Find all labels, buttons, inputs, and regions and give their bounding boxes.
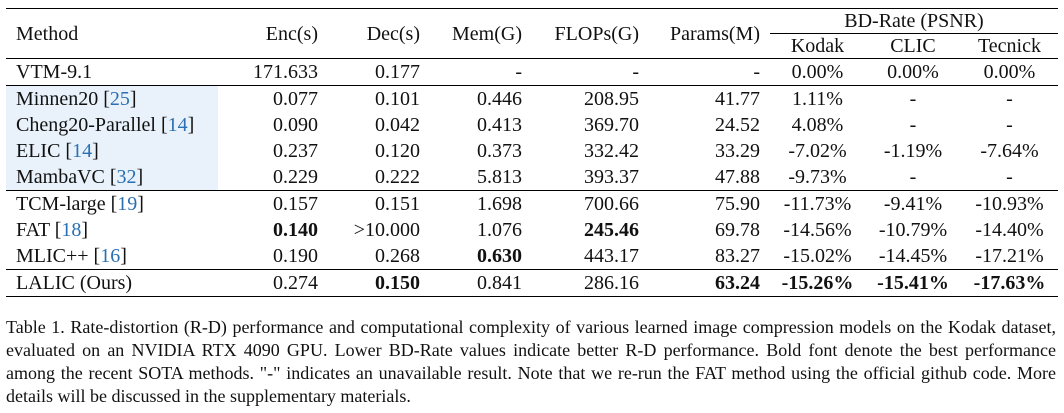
dec-cell: 0.120 xyxy=(375,140,420,162)
enc-cell: 0.274 xyxy=(273,272,318,294)
mem-cell: 0.413 xyxy=(477,114,522,136)
enc-cell: 0.157 xyxy=(273,193,318,215)
clic-cell: - xyxy=(909,88,917,110)
results-table xyxy=(6,8,1058,297)
clic-cell: -14.45% xyxy=(878,245,948,267)
flops-cell: 208.95 xyxy=(584,88,639,110)
kodak-cell: 1.11% xyxy=(792,88,843,110)
header-kodak: Kodak xyxy=(790,35,845,57)
dec-cell: 0.042 xyxy=(375,114,420,136)
flops-cell: - xyxy=(632,61,639,83)
table-row xyxy=(6,138,1058,164)
flops-cell: 700.66 xyxy=(584,193,639,215)
method-cell: Cheng20-Parallel [14] xyxy=(6,112,218,138)
kodak-cell: -7.02% xyxy=(788,140,847,162)
method-cell: ELIC [14] xyxy=(6,138,218,164)
params-cell: 47.88 xyxy=(715,166,760,188)
kodak-cell: -9.73% xyxy=(788,166,847,188)
params-cell: 33.29 xyxy=(715,140,760,162)
method-cell: MambaVC [32] xyxy=(6,164,218,191)
method-name: Cheng20-Parallel [ xyxy=(16,114,168,136)
enc-cell: 0.237 xyxy=(273,140,318,162)
method-name: MLIC++ [ xyxy=(16,245,101,267)
table-row xyxy=(6,270,1058,297)
dec-cell: 0.268 xyxy=(375,245,420,267)
clic-cell: - xyxy=(909,114,917,136)
tecnick-cell: -14.40% xyxy=(975,219,1044,241)
header-dec: Dec(s) xyxy=(328,9,430,59)
method-cell: TCM-large [19] xyxy=(16,193,144,215)
clic-cell: -10.79% xyxy=(878,219,948,241)
flops-cell: 286.16 xyxy=(584,272,639,294)
method-name: VTM-9.1 xyxy=(16,61,93,83)
table-row xyxy=(6,59,1058,86)
dec-cell: 0.101 xyxy=(375,88,420,110)
enc-cell: 0.077 xyxy=(273,88,318,110)
method-cell: FAT [18] xyxy=(16,219,89,241)
params-cell: - xyxy=(753,61,760,83)
dec-cell: 0.222 xyxy=(375,166,420,188)
clic-cell: -9.41% xyxy=(883,193,943,215)
results-table-container xyxy=(6,8,1058,297)
method-name: ELIC [ xyxy=(16,140,73,162)
params-cell: 69.78 xyxy=(715,219,760,241)
citation-link[interactable]: 14 xyxy=(72,140,93,162)
kodak-cell: -15.02% xyxy=(783,245,852,267)
method-name: MambaVC [ xyxy=(16,166,117,188)
method-name: LALIC (Ours) xyxy=(16,272,133,294)
citation-link[interactable]: 18 xyxy=(61,219,82,241)
clic-cell: -1.19% xyxy=(883,140,943,162)
dec-cell: 0.177 xyxy=(375,61,420,83)
clic-cell: 0.00% xyxy=(887,61,939,83)
results-table-body xyxy=(6,59,1058,297)
enc-cell: 0.090 xyxy=(273,114,318,136)
table-row xyxy=(6,164,1058,191)
tecnick-cell: - xyxy=(1006,166,1013,188)
clic-cell: - xyxy=(909,166,917,188)
header-method: Method xyxy=(6,9,218,59)
params-cell: 75.90 xyxy=(715,193,760,215)
header-params: Params(M) xyxy=(649,9,770,59)
params-cell: 63.24 xyxy=(715,272,760,294)
dec-cell: 0.150 xyxy=(375,272,420,294)
header-tecnick: Tecnick xyxy=(977,35,1041,57)
method-cell xyxy=(6,270,218,297)
flops-cell: 393.37 xyxy=(584,166,639,188)
enc-cell: 0.229 xyxy=(273,166,318,188)
method-cell: Minnen20 [25] xyxy=(6,86,218,113)
enc-cell: 171.633 xyxy=(253,61,318,83)
kodak-cell: -14.56% xyxy=(783,219,852,241)
table-row xyxy=(6,191,1058,218)
citation-link[interactable]: 16 xyxy=(100,245,121,267)
mem-cell: 0.373 xyxy=(477,140,522,162)
citation-link[interactable]: 19 xyxy=(117,193,138,215)
mem-cell: 0.446 xyxy=(477,88,522,110)
header-mem: Mem(G) xyxy=(430,9,532,59)
enc-cell: 0.140 xyxy=(273,219,318,241)
flops-cell: 245.46 xyxy=(584,219,639,241)
tecnick-cell: -7.64% xyxy=(980,140,1039,162)
table-row xyxy=(6,217,1058,243)
params-cell: 41.77 xyxy=(715,88,760,110)
table-row xyxy=(6,86,1058,113)
method-name: FAT [ xyxy=(16,219,62,241)
dec-cell: 0.151 xyxy=(375,193,420,215)
table-row xyxy=(6,112,1058,138)
table-row xyxy=(6,243,1058,270)
header-clic: CLIC xyxy=(890,35,936,57)
flops-cell: 332.42 xyxy=(584,140,639,162)
mem-cell: 0.630 xyxy=(477,245,522,267)
enc-cell: 0.190 xyxy=(273,245,318,267)
tecnick-cell: - xyxy=(1006,88,1013,110)
header-enc: Enc(s) xyxy=(218,9,328,59)
method-cell xyxy=(6,59,218,86)
params-cell: 83.27 xyxy=(715,245,760,267)
method-name: TCM-large [ xyxy=(16,193,118,215)
citation-link[interactable]: 14 xyxy=(167,114,188,136)
tecnick-cell: 0.00% xyxy=(983,61,1036,83)
mem-cell: 0.841 xyxy=(477,272,522,294)
method-cell: MLIC++ [16] xyxy=(16,245,127,267)
table-caption: Table 1. Rate-distortion (R-D) performance and computational complexity of various learned image compression models on the Kodak dataset, evaluated on an NVIDIA RTX 4090 GPU. Lower BD-Rate values indicate better R-D performance. Bold font denote the best performance among the recent SOTA methods. "-" indicates an unavailable result. Note that we re-run the FAT method using the official github code. More details will be discussed in the supplementary materials. xyxy=(6,317,1056,406)
mem-cell: - xyxy=(515,61,522,83)
flops-cell: 443.17 xyxy=(584,245,639,267)
mem-cell: 1.076 xyxy=(477,219,522,241)
tecnick-cell: -10.93% xyxy=(975,193,1044,215)
kodak-cell: 4.08% xyxy=(791,114,844,136)
dec-cell: >10.000 xyxy=(353,219,420,241)
mem-cell: 5.813 xyxy=(477,166,522,188)
tecnick-cell: -17.63% xyxy=(973,272,1046,294)
citation-link[interactable]: 32 xyxy=(116,166,137,188)
kodak-cell: -11.73% xyxy=(783,193,852,215)
kodak-cell: 0.00% xyxy=(791,61,844,83)
tecnick-cell: -17.21% xyxy=(975,245,1044,267)
kodak-cell: -15.26% xyxy=(781,272,854,294)
header-flops: FLOPs(G) xyxy=(532,9,649,59)
params-cell: 24.52 xyxy=(715,114,760,136)
clic-cell: -15.41% xyxy=(877,272,949,294)
flops-cell: 369.70 xyxy=(584,114,639,136)
tecnick-cell: - xyxy=(1006,114,1013,136)
method-name: Minnen20 [ xyxy=(16,88,110,110)
mem-cell: 1.698 xyxy=(477,193,522,215)
header-bd-rate-group: BD-Rate (PSNR) xyxy=(770,9,1058,34)
citation-link[interactable]: 25 xyxy=(109,88,130,110)
